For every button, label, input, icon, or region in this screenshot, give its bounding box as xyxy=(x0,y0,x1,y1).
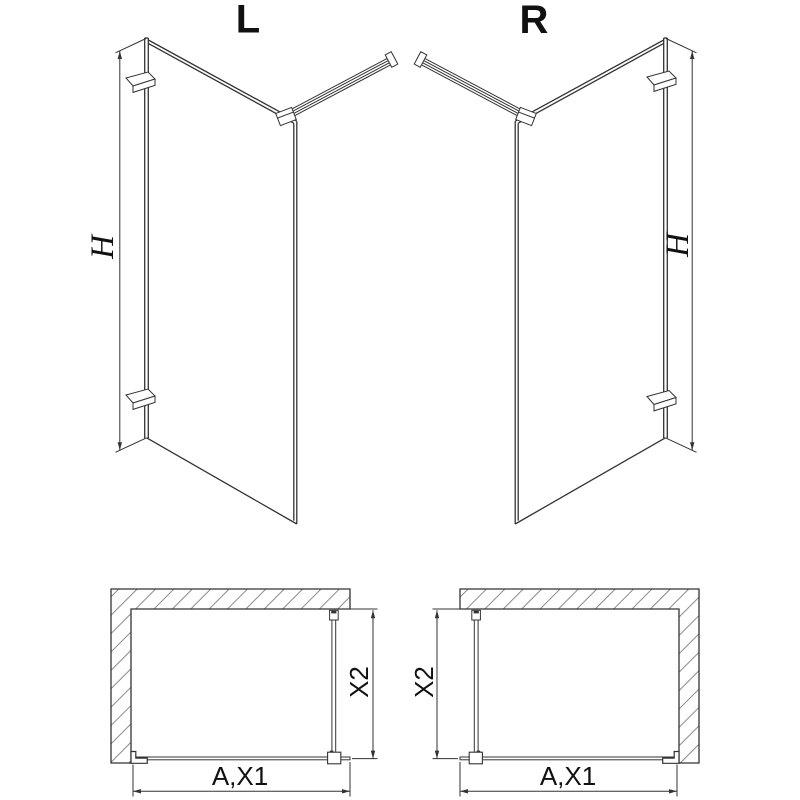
iso-view-left xyxy=(116,38,398,524)
height-dimension-label-left: H xyxy=(85,235,121,259)
height-dimension-label-right: H xyxy=(660,233,696,257)
mounting-bracket-top-left xyxy=(126,72,155,92)
mounting-bracket-bottom-right xyxy=(647,391,676,411)
wall-hatch-right xyxy=(460,589,699,763)
variant-label-left: L xyxy=(235,0,261,42)
iso-view-right xyxy=(414,38,696,524)
wall-hatch-left xyxy=(111,589,350,763)
variant-label-right: R xyxy=(519,0,549,42)
depth-dimension-label-right: X2 xyxy=(409,666,439,698)
depth-dimension-label-left: X2 xyxy=(344,666,374,698)
width-dimension-label-right: A,X1 xyxy=(539,761,597,791)
labels xyxy=(85,0,696,791)
mounting-bracket-bottom-left xyxy=(126,389,155,409)
mounting-bracket-top-right xyxy=(647,71,676,91)
width-dimension-label-left: A,X1 xyxy=(211,761,269,791)
